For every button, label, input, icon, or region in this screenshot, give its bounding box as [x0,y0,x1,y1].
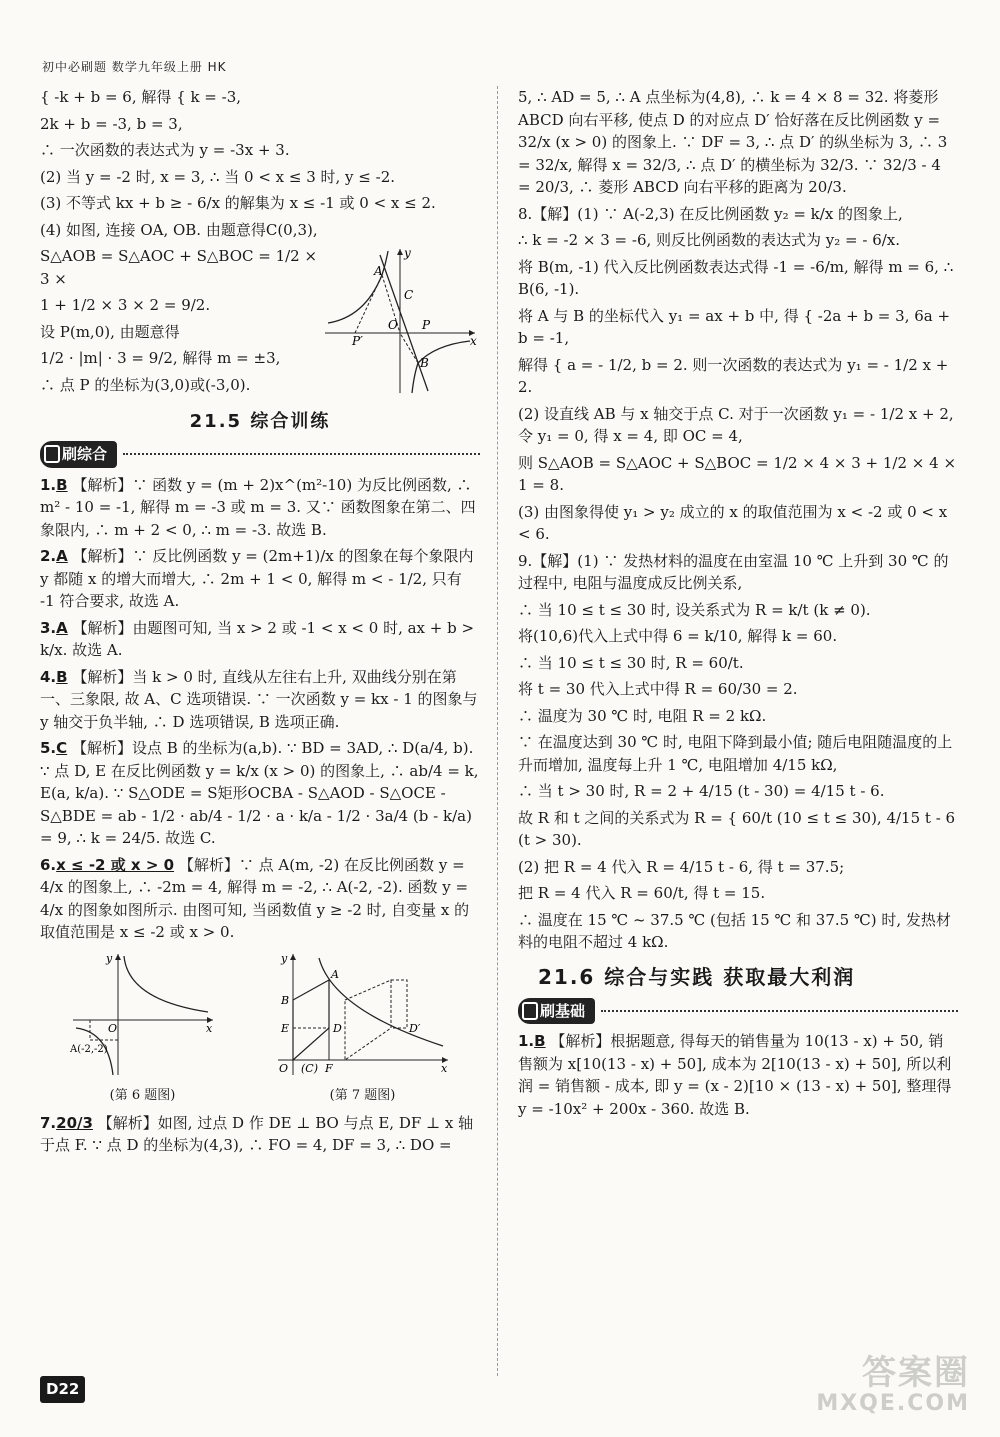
running-header: 初中必刷题 数学九年级上册 HK [42,60,227,74]
explanation: 【解析】根据题意, 得每天的销售量为 10(13 - x) + 50, 销售额为 x[10(13 - x) + 50], 成本为 2[10(13 - x) + 50], 所以利润 = 销售额 - 成本, 即 y = (x - 2)[10 × (13 - x) + 50], 整理得 y = -10x² + 200x - 360. 故选 B. [518,1032,952,1118]
p8-line-1: ∴ k = -2 × 3 = -6, 则反比例函数的表达式为 y₂ = - 6/x. [518,231,901,249]
p8-line-5: (2) 设直线 AB 与 x 轴交于点 C. 对于一次函数 y₁ = - 1/2 x + 2, 令 y₁ = 0, 得 x = 4, 即 OC = 4, [518,404,954,445]
left-line-2: ∴ 一次函数的表达式为 y = -3x + 3. [40,141,290,159]
tag-dotted-line [601,1010,958,1012]
answer: B [56,475,68,494]
figure-7-caption: (第 7 题图) [329,1088,396,1103]
watermark-logo [816,1355,970,1417]
problem-2 [40,545,480,613]
left-line-3: (2) 当 y = -2 时, x = 3, ∴ 当 0 < x ≤ 3 时, y ≤ -2. [40,167,396,186]
problem-1 [40,474,480,542]
area-text [40,245,320,400]
right-column [518,86,958,1124]
svg-text:x: x [205,1021,212,1035]
tag-badge-label: 刷综合 [40,441,117,468]
problem-7 [40,1112,480,1157]
answer: A [56,618,68,637]
area-line-4: ∴ 点 P 的坐标为(3,0)或(-3,0). [40,375,251,394]
p9-line-7: ∴ 当 t > 30 时, R = 2 + 4/15 (t - 30) = 4/15 t - 6. [518,782,885,800]
section-title-21-5: 21.5 综合训练 [189,411,331,432]
left-line-4: (3) 不等式 kx + b ≥ - 6/x 的解集为 x ≤ -1 或 0 < x ≤ 2. [40,194,436,212]
svg-text:O: O [388,318,398,332]
p9-line-8: 故 R 和 t 之间的关系式为 R = { 60/t (10 ≤ t ≤ 30), 4/15 t - 6 (t > 30). [518,808,956,849]
section-title-21-6: 21.6 综合与实践 获取最大利润 [538,964,856,989]
p8-line-0: 8.【解】(1) ∵ A(-2,3) 在反比例函数 y₂ = k/x 的图象上, [518,204,903,223]
area-line-3: 1/2 · |m| · 3 = 9/2, 解得 m = ±3, [40,349,281,367]
figure-6-caption: (第 6 题图) [109,1088,176,1103]
svg-text:E: E [280,1021,289,1035]
figure-6-graph [68,950,218,1080]
problem-number: 6. [40,855,57,874]
svg-text:(C): (C) [300,1061,318,1075]
svg-text:P: P [422,318,431,332]
fig6-point-label: A(-2,-2) [69,1043,108,1055]
p9-line-0: 9.【解】(1) ∵ 发热材料的温度在由室温 10 ℃ 上升到 30 ℃ 的过程中, 电阻与温度成反比例关系, [518,551,949,592]
answer: B [534,1032,546,1050]
p8-line-4: 解得 { a = - 1/2, b = 2. 则一次函数的表达式为 y₁ = - 1/2 x + 2. [518,355,949,396]
left-column [40,86,480,1161]
answer: B [56,667,68,686]
tag-dotted-line [123,453,480,455]
explanation: 【解析】∵ 点 A(m, -2) 在反比例函数 y = 4/x 的图象上, ∴ -2m = 4, 解得 m = -2, ∴ A(-2, -2). 函数 y = 4/x 的图象如图所示. 由图可知, 当函数值 y ≥ -2 时, 自变量 x 的取值范围是 x ≤ -2 或 x > 0. [40,855,470,941]
explanation: 【解析】由题图可知, 当 x > 2 或 -1 < x < 0 时, ax + b > k/x. 故选 A. [40,618,475,659]
figure-6 [68,950,218,1106]
explanation: 【解析】∵ 反比例函数 y = (2m+1)/x 的图象在每个象限内 y 都随 x 的增大而增大, ∴ 2m + 1 < 0, 解得 m < - 1/2, 只有 -1 符合要求, 故选 A. [40,547,474,610]
answer: A [56,547,68,565]
p8-line-3: 将 A 与 B 的坐标代入 y₁ = ax + b 中, 得 { -2a + b = 3, 6a + b = -1, [518,306,951,347]
p9-line-11: ∴ 温度在 15 ℃ ~ 37.5 ℃ (包括 15 ℃ 和 37.5 ℃) 时, 发热材料的电阻不超过 4 kΩ. [518,910,951,951]
explanation: 【解析】如图, 过点 D 作 DE ⊥ BO 与点 E, DF ⊥ x 轴于点 F. ∵ 点 D 的坐标为(4,3), ∴ FO = 4, DF = 3, ∴ DO = [40,1113,474,1154]
explanation: 【解析】∵ 函数 y = (m + 2)x^(m²-10) 为反比例函数, ∴ m² - 10 = -1, 解得 m = -3 或 m = 3. 又∵ 函数图象在第二、四象限内, ∴ m + 2 < 0, ∴ m = -3. 故选 B. [40,475,476,539]
column-divider [497,86,498,1376]
p9-line-10: 把 R = 4 代入 R = 60/t, 得 t = 15. [518,884,766,902]
svg-text:O: O [107,1021,117,1035]
p8-line-6: 则 S△AOB = S△AOC + S△BOC = 1/2 × 4 × 3 + 1/2 × 4 × 1 = 8. [518,453,957,494]
p8-line-7: (3) 由图象得使 y₁ > y₂ 成立的 x 的取值范围为 x < -2 或 0 < x < 6. [518,502,948,543]
right-problem-1 [518,1030,958,1120]
p8-line-2: 将 B(m, -1) 代入反比例函数表达式得 -1 = -6/m, 解得 m = 6, ∴ B(6, -1). [518,257,954,298]
watermark-line-1: 答案圈 [862,1353,970,1393]
area-line-0: S△AOB = S△AOC + S△BOC = 1/2 × 3 × [40,247,318,288]
svg-text:y: y [105,951,112,965]
svg-text:D′: D′ [408,1021,420,1035]
area-line-1: 1 + 1/2 × 3 × 2 = 9/2. [40,296,211,314]
answer: x ≤ -2 或 x > 0 [56,855,175,874]
right-top-line: 5, ∴ AD = 5, ∴ A 点坐标为(4,8), ∴ k = 4 × 8 = 32. 将菱形 ABCD 向右平移, 使点 D 的对应点 D′ 恰好落在反比例函数 y = 32/x (x > 0) 的图象上. ∵ DF = 3, ∴ 点 D′ 的纵坐标为 3, ∴ 3 = 32/x, 解得 x = 32/3, ∴ 点 D′ 的横坐标为 32/3. ∵ 32/3 - 4 = 20/3, ∴ 菱形 ABCD 向右平移的距离为 20/3. [518,88,948,196]
problem-number: 1. [518,1032,535,1050]
problem-3 [40,617,480,662]
tag-comprehensive [40,441,480,468]
left-line-1: 2k + b = -3, b = 3, [40,114,183,133]
answer: 20/3 [56,1113,93,1132]
svg-text:x: x [470,334,477,348]
problem-number: 7. [40,1113,57,1132]
figures-row [40,950,480,1106]
figure-7 [273,950,453,1106]
left-line-0: { -k + b = 6, 解得 { k = -3, [40,88,242,106]
svg-text:y: y [280,951,287,965]
hyperbola-line-graph [320,245,480,395]
svg-text:D: D [332,1021,342,1035]
p9-line-9: (2) 把 R = 4 代入 R = 4/15 t - 6, 得 t = 37.5; [518,857,845,876]
page-number: D22 [40,1376,85,1403]
p9-line-5: ∴ 温度为 30 ℃ 时, 电阻 R = 2 kΩ. [518,706,767,725]
svg-text:B: B [280,993,289,1007]
problem-6 [40,854,480,944]
problem-number: 3. [40,618,57,637]
problem-number: 1. [40,475,57,494]
svg-text:C: C [404,288,414,302]
p9-line-6: ∵ 在温度达到 30 ℃ 时, 电阻下降到最小值; 随后电阻随温度的上升而增加, 温度每上升 1 ℃, 电阻增加 4/15 kΩ, [518,733,953,774]
p9-line-4: 将 t = 30 代入上式中得 R = 60/30 = 2. [518,680,798,698]
svg-text:x: x [440,1061,447,1075]
figure-7-graph [273,950,453,1080]
explanation: 【解析】当 k > 0 时, 直线从左往右上升, 双曲线分别在第一、三象限, 故 A、C 选项错误. ∵ 一次函数 y = kx - 1 的图象与 y 轴交于负半轴, ∴ D 选项错误, B 选项正确. [40,667,478,731]
answer: C [56,739,68,757]
area-with-graph [40,245,480,400]
tag-basic [518,998,958,1025]
left-line-5: (4) 如图, 连接 OA, OB. 由题意得C(0,3), [40,220,318,239]
watermark-line-2: MXQE.COM [816,1391,970,1417]
explanation: 【解析】设点 B 的坐标为(a,b). ∵ BD = 3AD, ∴ D(a/4, b). ∵ 点 D, E 在反比例函数 y = k/x (x > 0) 的图象上, ∴ ab/4 = k, E(a, k/a). ∵ S△ODE = S矩形OCBA - S△AOD - S△OCE - S△BDE = ab - 1/2 · ab/4 - 1/2 · a · k/a - 1/2 · 3a/4 (b - k/a) = 9, ∴ k = 24/5. 故选 C. [40,739,479,847]
svg-text:P′: P′ [352,334,363,348]
problem-number: 2. [40,547,57,565]
problem-number: 4. [40,667,57,686]
svg-text:A: A [330,967,339,981]
svg-text:O: O [278,1061,288,1075]
p9-line-2: 将(10,6)代入上式中得 6 = k/10, 解得 k = 60. [518,627,838,645]
problem-5 [40,737,480,850]
area-line-2: 设 P(m,0), 由题意得 [40,322,180,341]
svg-text:F: F [324,1061,333,1075]
problem-4 [40,666,480,734]
problem-number: 5. [40,739,57,757]
tag-badge-label: 刷基础 [518,998,595,1025]
svg-text:B: B [420,356,429,370]
svg-text:y: y [404,246,411,260]
p9-line-1: ∴ 当 10 ≤ t ≤ 30 时, 设关系式为 R = k/t (k ≠ 0). [518,600,871,619]
p9-line-3: ∴ 当 10 ≤ t ≤ 30 时, R = 60/t. [518,653,744,672]
svg-text:A: A [374,264,383,278]
